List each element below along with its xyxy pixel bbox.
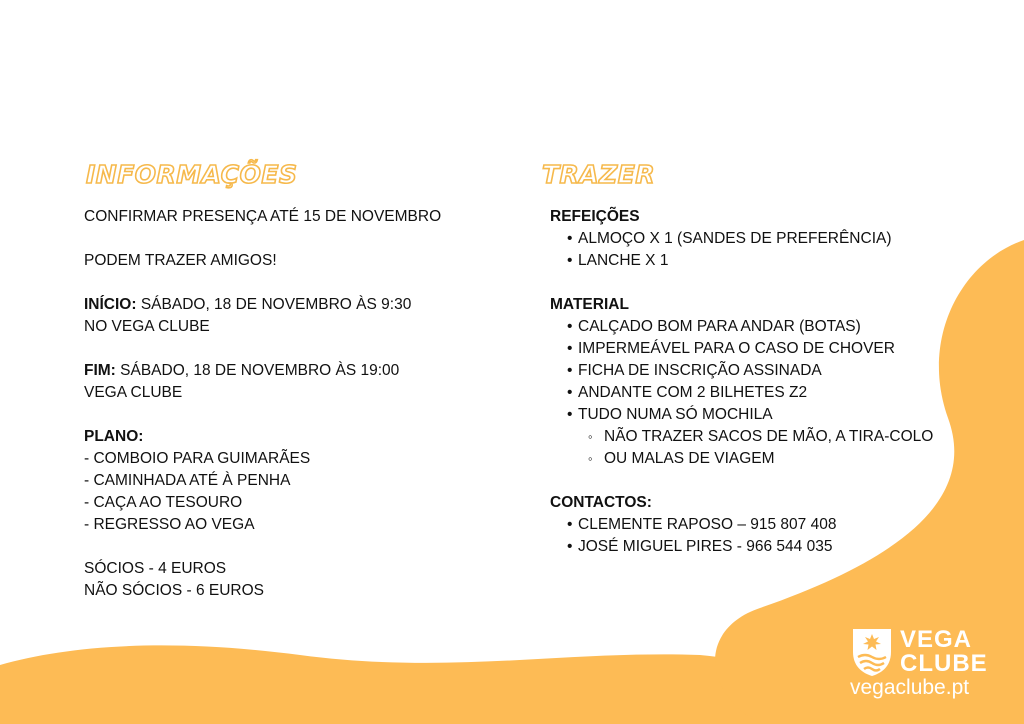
trazer-heading: TRAZER: [542, 160, 656, 189]
list-item: • ALMOÇO X 1 (SANDES DE PREFERÊNCIA): [550, 228, 933, 250]
start-place: NO VEGA CLUBE: [84, 318, 210, 335]
start-label: INÍCIO:: [84, 296, 137, 313]
logo-clube-text: CLUBE: [900, 650, 988, 677]
plan-item: - COMBOIO PARA GUIMARÃES: [84, 450, 311, 467]
meals-label: REFEIÇÕES: [550, 208, 640, 225]
contacts-list: [550, 514, 933, 558]
material-sub-list: [550, 426, 933, 470]
website-url: vegaclube.pt: [850, 676, 970, 699]
logo-vega-text: VEGA: [900, 626, 973, 653]
list-item: • FICHA DE INSCRIÇÃO ASSINADA: [550, 360, 933, 382]
sub-list-item: ◦ NÃO TRAZER SACOS DE MÃO, A TIRA-COLO: [550, 426, 933, 448]
end-line: [84, 360, 441, 382]
list-item: • IMPERMEÁVEL PARA O CASO DE CHOVER: [550, 338, 933, 360]
confirm-text: CONFIRMAR PRESENÇA ATÉ 15 DE NOVEMBRO: [84, 208, 442, 225]
informacoes-heading: INFORMAÇÕES: [86, 160, 298, 189]
meals-list: [550, 228, 933, 272]
info-column: [84, 206, 441, 602]
friends-text: PODEM TRAZER AMIGOS!: [84, 252, 277, 269]
material-label: MATERIAL: [550, 296, 629, 313]
vega-clube-logo: [850, 626, 988, 699]
material-list: [550, 316, 933, 426]
start-line: [84, 294, 441, 316]
trazer-column: [550, 206, 933, 558]
contacts-label: CONTACTOS:: [550, 494, 652, 511]
end-place: VEGA CLUBE: [84, 384, 183, 401]
price-non-members: NÃO SÓCIOS - 6 EUROS: [84, 582, 265, 599]
sub-list-item-continued: ◦ OU MALAS DE VIAGEM: [550, 448, 933, 470]
plan-item: - CAÇA AO TESOURO: [84, 494, 243, 511]
end-value: SÁBADO, 18 DE NOVEMBRO ÀS 19:00: [115, 362, 400, 379]
price-members: SÓCIOS - 4 EUROS: [84, 560, 227, 577]
list-item: • CALÇADO BOM PARA ANDAR (BOTAS): [550, 316, 933, 338]
plan-item: - CAMINHADA ATÉ À PENHA: [84, 472, 291, 489]
start-value: SÁBADO, 18 DE NOVEMBRO ÀS 9:30: [136, 296, 412, 313]
list-item: • ANDANTE COM 2 BILHETES Z2: [550, 382, 933, 404]
shield-icon: [850, 626, 894, 678]
plan-label: PLANO:: [84, 428, 144, 445]
list-item: • LANCHE X 1: [550, 250, 933, 272]
contact-item: • CLEMENTE RAPOSO – 915 807 408: [550, 514, 933, 536]
plan-item: - REGRESSO AO VEGA: [84, 516, 255, 533]
end-label: FIM:: [84, 362, 116, 379]
list-item: • TUDO NUMA SÓ MOCHILA: [550, 404, 933, 426]
contact-item: • JOSÉ MIGUEL PIRES - 966 544 035: [550, 536, 933, 558]
